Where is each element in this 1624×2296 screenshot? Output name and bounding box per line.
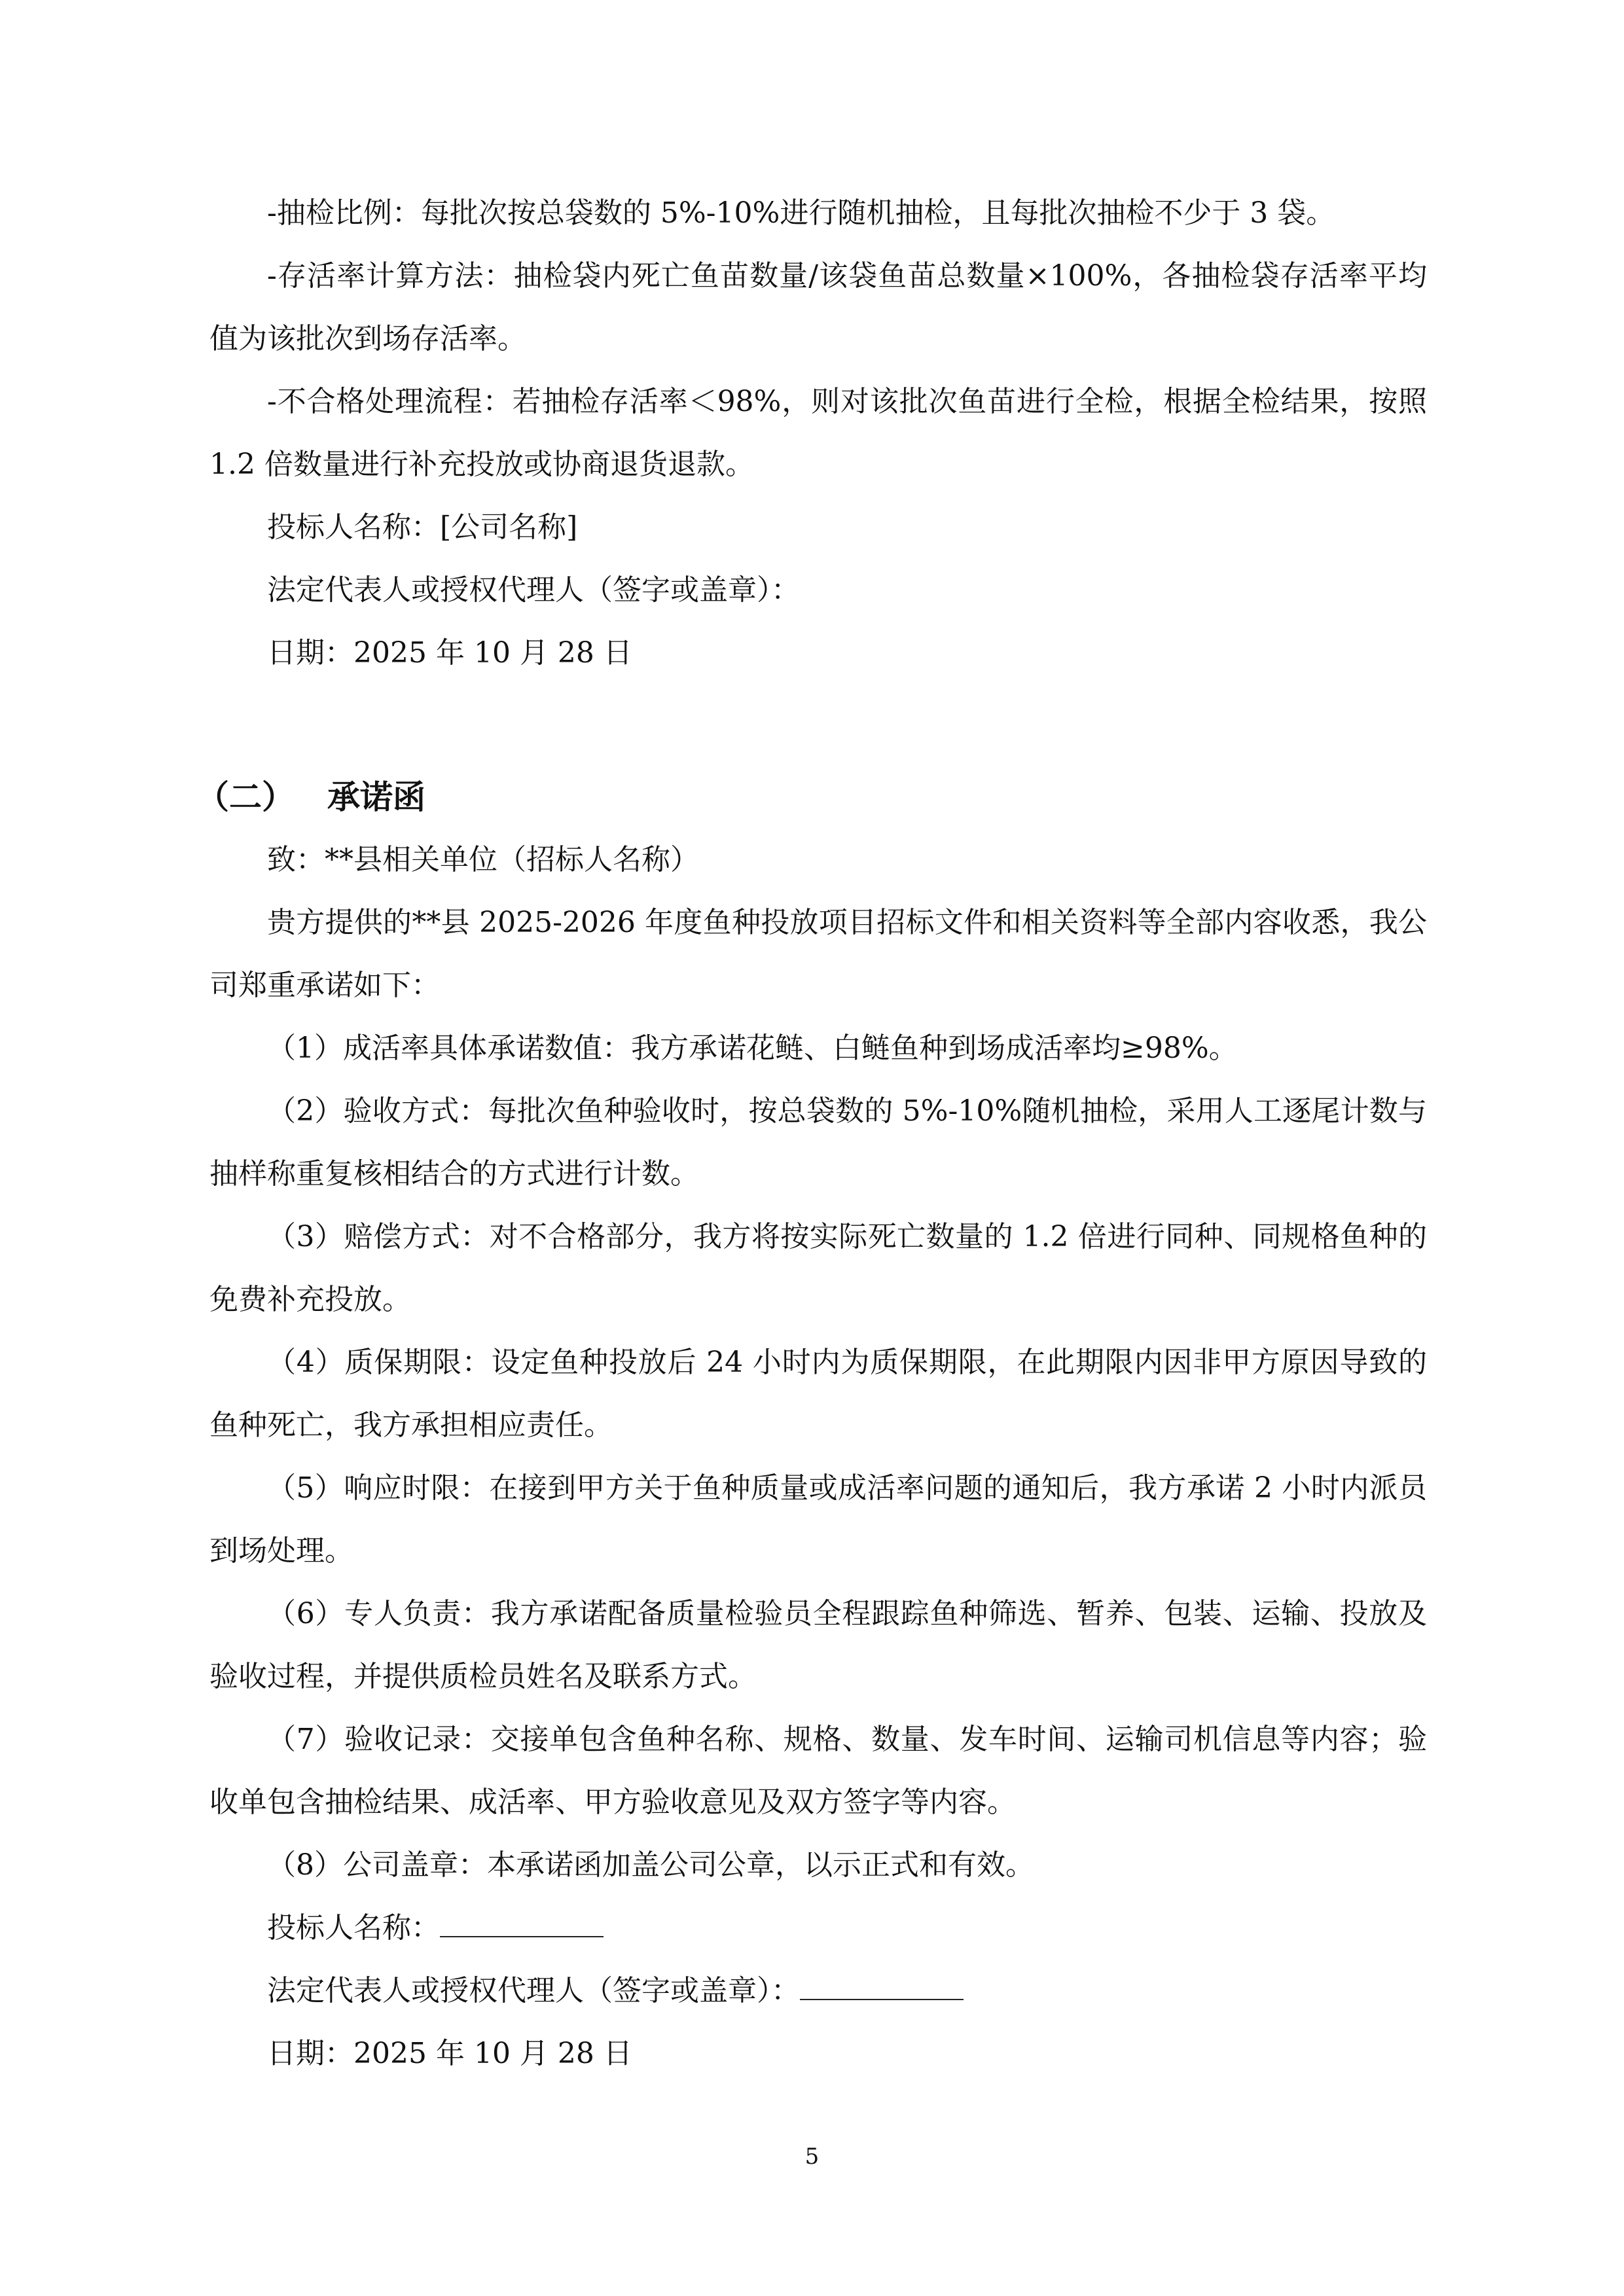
letter-bidder-line <box>209 1897 1427 1960</box>
bidder-name-blank <box>440 1907 604 1937</box>
commitment-letter <box>209 829 1427 2085</box>
representative-label: 法定代表人或授权代理人（签字或盖章）： <box>267 1974 800 2007</box>
inspection-section <box>209 182 1427 685</box>
commitment-item: （7）验收记录：交接单包含鱼种名称、规格、数量、发车时间、运输司机信息等内容；验收单包含抽检结果、成活率、甲方验收意见及双方签字等内容。 <box>209 1723 1427 1819</box>
heading-title: 承诺函 <box>327 778 425 816</box>
commitment-item: （5）响应时限：在接到甲方关于鱼种质量或成活率问题的通知后，我方承诺 2 小时内派员到场处理。 <box>209 1471 1427 1568</box>
letter-representative-line <box>209 1960 1427 2022</box>
commitment-item: （2）验收方式：每批次鱼种验收时，按总袋数的 5%-10%随机抽检，采用人工逐尾计数与抽样称重复核相结合的方式进行计数。 <box>209 1094 1427 1191</box>
representative-line: 法定代表人或授权代理人（签字或盖章）： <box>267 573 800 607</box>
page-number: 5 <box>804 2144 820 2170</box>
section-heading <box>196 766 425 829</box>
commitment-item: （3）赔偿方式：对不合格部分，我方将按实际死亡数量的 1.2 倍进行同种、同规格鱼种的免费补充投放。 <box>209 1220 1427 1316</box>
commitment-item: （4）质保期限：设定鱼种投放后 24 小时内为质保期限，在此期限内因非甲方原因导致的鱼种死亡，我方承担相应责任。 <box>209 1346 1427 1442</box>
survival-rate-method-paragraph: -存活率计算方法：抽检袋内死亡鱼苗数量/该袋鱼苗总数量×100%，各抽检袋存活率平均值为该批次到场存活率。 <box>209 259 1427 355</box>
heading-number: （二） <box>196 778 295 816</box>
date-line: 日期：2025 年 10 月 28 日 <box>267 636 632 670</box>
sampling-ratio-paragraph: -抽检比例：每批次按总袋数的 5%-10%进行随机抽检，且每批次抽检不少于 3 袋。 <box>267 196 1335 230</box>
bidder-label: 投标人名称： <box>267 1911 440 1945</box>
commitment-item: （1）成活率具体承诺数值：我方承诺花鲢、白鲢鱼种到场成活率均≥98%。 <box>267 1031 1238 1065</box>
representative-blank <box>800 1970 964 2000</box>
commitment-item: （6）专人负责：我方承诺配备质量检验员全程跟踪鱼种筛选、暂养、包装、运输、投放及验收过程，并提供质检员姓名及联系方式。 <box>209 1597 1427 1693</box>
letter-date-line: 日期：2025 年 10 月 28 日 <box>267 2037 632 2070</box>
letter-recipient: 致：**县相关单位（招标人名称） <box>267 843 699 876</box>
letter-intro: 贵方提供的**县 2025-2026 年度鱼种投放项目招标文件和相关资料等全部内容收悉，我公司郑重承诺如下： <box>209 906 1427 1002</box>
nonconformity-process-paragraph: -不合格处理流程：若抽检存活率＜98%，则对该批次鱼苗进行全检，根据全检结果，按照 1.2 倍数量进行补充投放或协商退货退款。 <box>209 385 1427 481</box>
commitment-item: （8）公司盖章：本承诺函加盖公司公章，以示正式和有效。 <box>267 1848 1034 1882</box>
bidder-name-line: 投标人名称：[公司名称] <box>267 511 578 544</box>
